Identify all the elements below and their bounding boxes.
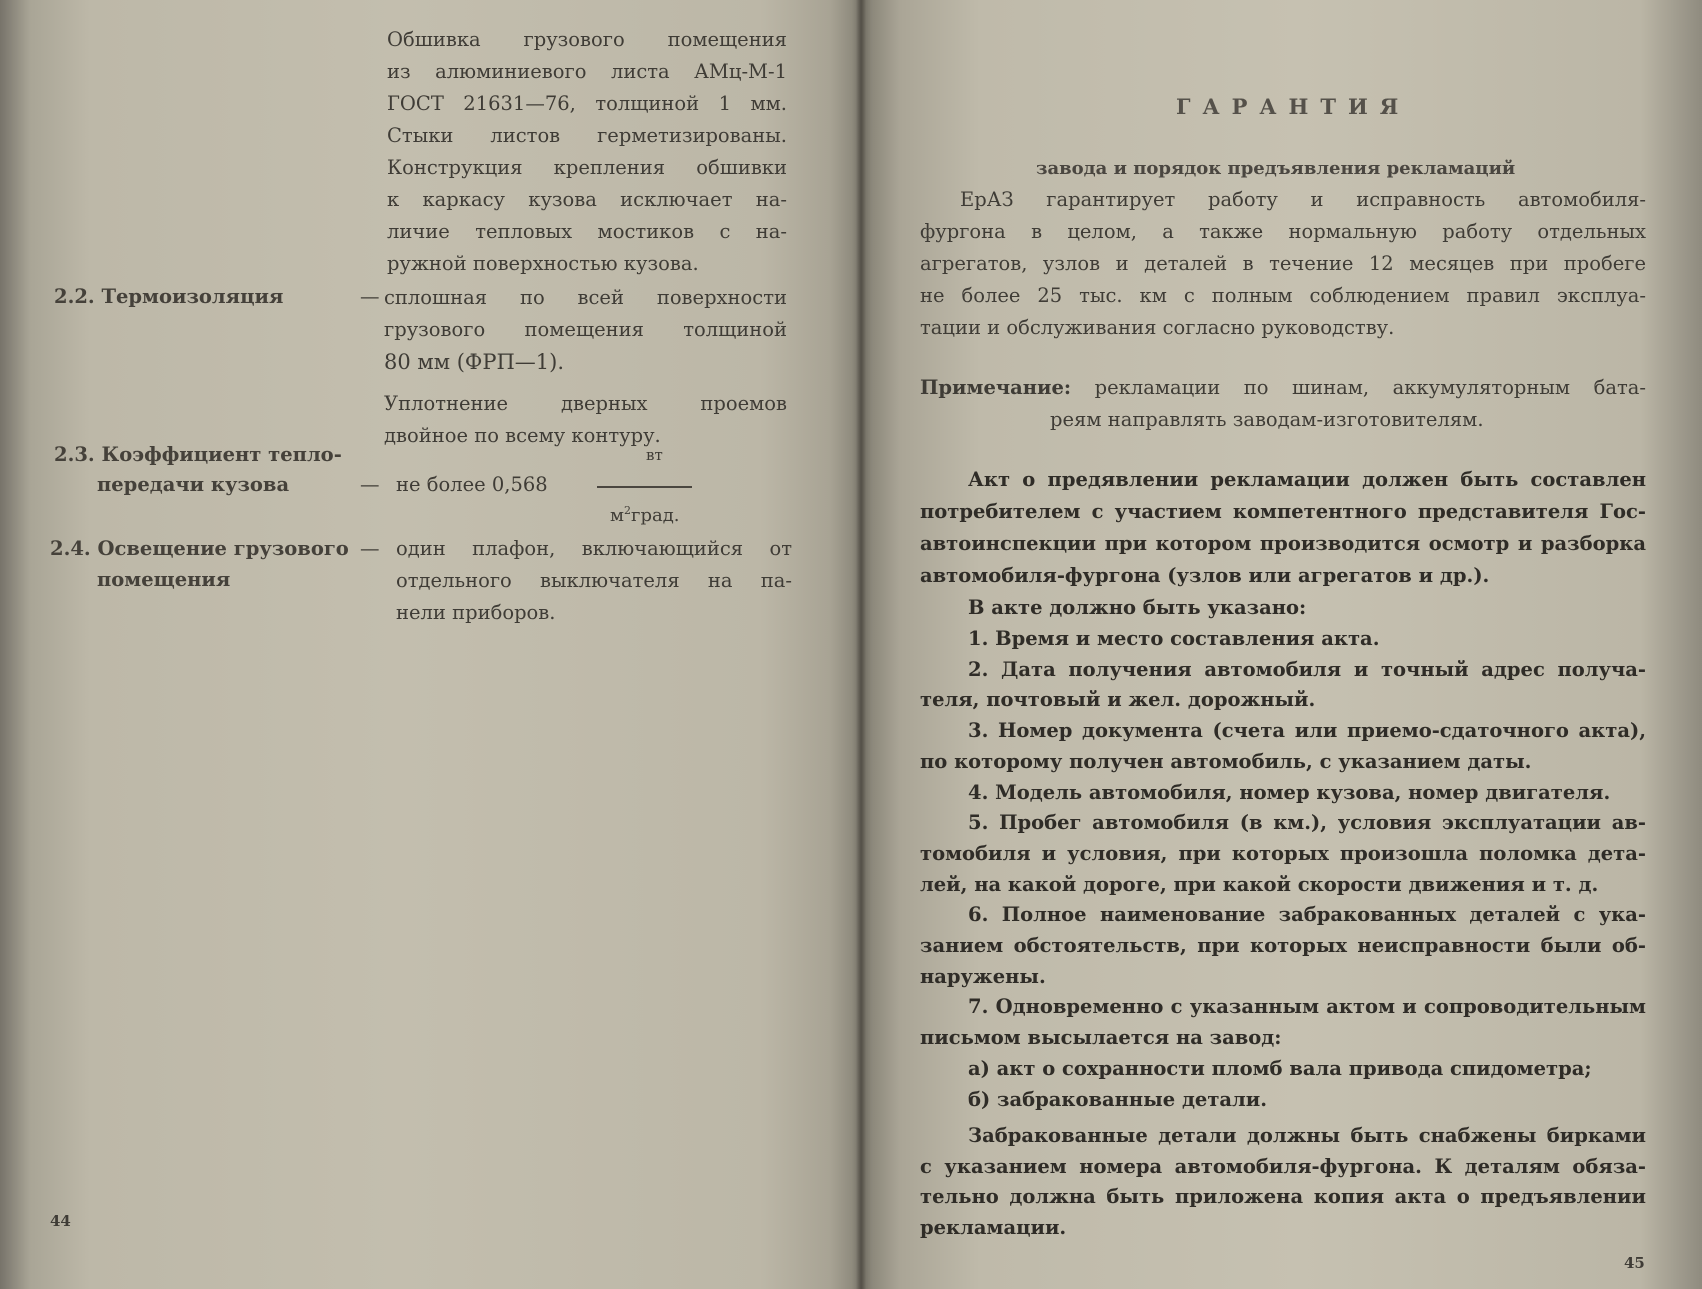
text-line: ГОСТ 21631—76, толщиной 1 мм. [387, 92, 787, 115]
text-line: к каркасу кузова исключает на- [387, 188, 787, 211]
fraction-unit-tail: град. [631, 505, 680, 526]
note-line [920, 372, 1646, 404]
guarantee-paragraph [920, 184, 1646, 344]
text-line: сплошная по всей поверхности [384, 286, 787, 309]
sheathing-paragraph [387, 24, 787, 280]
fraction-numerator: вт [646, 446, 663, 464]
fraction-bar [597, 486, 692, 488]
text-line: реям направлять заводам-изготовителям. [1050, 408, 1484, 431]
list-item-continuation: теля, почтовый и жел. дорожный. [920, 688, 1316, 712]
item-2-2-label: 2.2. Термоизоляция [54, 285, 284, 308]
text-line: Обшивка грузового помещения [387, 28, 787, 51]
text-line: рекламации. [920, 1216, 1067, 1240]
list-item-continuation: занием обстоятельств, при которых неисправности были об- [920, 934, 1646, 958]
page-number-right: 45 [1624, 1254, 1645, 1272]
text-line: с указанием номера автомобиля-фургона. К деталям обяза- [920, 1154, 1646, 1178]
text-line: фургона в целом, а также нормальную работу отдельных [920, 220, 1646, 243]
text-line: из алюминиевого листа АМц-М-1 [387, 60, 787, 83]
act-paragraph [920, 464, 1646, 624]
fraction-unit-power: 2 [624, 504, 632, 517]
item-2-4-dash: — [360, 537, 380, 560]
note-text: рекламации по шинам, аккумуляторным бата- [1094, 376, 1646, 399]
closing-paragraph [920, 1121, 1646, 1244]
text-line: ЕрАЗ гарантирует работу и исправность автомобиля- [960, 188, 1646, 211]
fraction-denominator [610, 504, 680, 526]
list-item: б) забракованные детали. [968, 1087, 1268, 1111]
list-item: 5. Пробег автомобиля (в км.), условия эксплуатации ав- [968, 811, 1646, 835]
text-line: не более 25 тыс. км с полным соблюдением правил эксплуа- [920, 284, 1646, 307]
note-label: Примечание: [920, 376, 1072, 399]
item-2-2-dash: — [360, 285, 380, 308]
text-line: Акт о предявлении рекламации должен быть составлен [968, 468, 1646, 491]
text-line: один плафон, включающийся от [396, 537, 792, 560]
item-2-4-label-line2: помещения [97, 568, 231, 591]
list-item-continuation: по которому получен автомобиль, с указанием даты. [920, 749, 1532, 773]
act-items-list [920, 624, 1646, 1115]
book-gutter [856, 0, 866, 1289]
page-number-left: 44 [50, 1212, 71, 1230]
item-2-4-label-line1: 2.4. Освещение грузового [50, 537, 349, 560]
list-item: 6. Полное наименование забракованных деталей с ука- [968, 903, 1646, 927]
text-line: Уплотнение дверных проемов [384, 392, 787, 415]
page-title: ГАРАНТИЯ [1176, 94, 1411, 119]
list-item-continuation: наружены. [920, 964, 1046, 988]
text-line: отдельного выключателя на па- [396, 569, 792, 592]
text-line: личие тепловых мостиков с на- [387, 220, 787, 243]
item-2-3-dash: — [360, 473, 380, 496]
text-line: 80 мм (ФРП—1). [384, 350, 565, 374]
list-item: 4. Модель автомобиля, номер кузова, номер двигателя. [968, 780, 1611, 804]
note-paragraph [920, 372, 1646, 436]
text-line: Стыки листов герметизированы. [387, 124, 787, 147]
list-item: а) акт о сохранности пломб вала привода спидометра; [968, 1056, 1592, 1080]
text-line: автоинспекции при котором производится осмотр и разборка [920, 532, 1646, 555]
list-item: 3. Номер документа (счета или приемо-сдаточного акта), [968, 719, 1646, 743]
text-line: тации и обслуживания согласно руководству. [920, 316, 1395, 339]
list-item-continuation: письмом высылается на завод: [920, 1026, 1282, 1050]
item-2-2-value [384, 282, 787, 452]
item-2-3-label-line1: 2.3. Коэффициент тепло- [54, 443, 342, 466]
item-2-3-label-line2: передачи кузова [97, 473, 290, 496]
text-line: тельно должна быть приложена копия акта о предъявлении [920, 1185, 1646, 1209]
text-line: агрегатов, узлов и деталей в течение 12 месяцев при пробеге [920, 252, 1646, 275]
text-line: нели приборов. [396, 601, 556, 624]
list-item-continuation: томобиля и условия, при которых произошла поломка дета- [920, 841, 1646, 865]
text-line: потребителем с участием компетентного представителя Гос- [920, 500, 1646, 523]
text-line: ружной поверхностью кузова. [387, 252, 699, 275]
text-line: Забракованные детали должны быть снабжены бирками [968, 1124, 1646, 1147]
list-item: 1. Время и место составления акта. [968, 627, 1380, 650]
right-page [866, 0, 1702, 1289]
text-line: двойное по всему контуру. [384, 424, 661, 447]
page-subtitle: завода и порядок предъявления рекламаций [1036, 158, 1516, 179]
item-2-3-value: не более 0,568 [396, 473, 548, 496]
list-item: 7. Одновременно с указанным актом и сопроводительным [968, 995, 1646, 1019]
list-item-continuation: лей, на какой дороге, при какой скорости движения и т. д. [920, 872, 1599, 896]
text-line: грузового помещения толщиной [384, 318, 787, 341]
item-2-4-value [396, 533, 792, 629]
fraction-unit-base: м [610, 505, 625, 526]
text-line: В акте должно быть указано: [968, 596, 1307, 619]
list-item: 2. Дата получения автомобиля и точный адрес получа- [968, 657, 1646, 681]
text-line: Конструкция крепления обшивки [387, 156, 787, 179]
text-line: автомобиля-фургона (узлов или агрегатов и др.). [920, 564, 1490, 587]
